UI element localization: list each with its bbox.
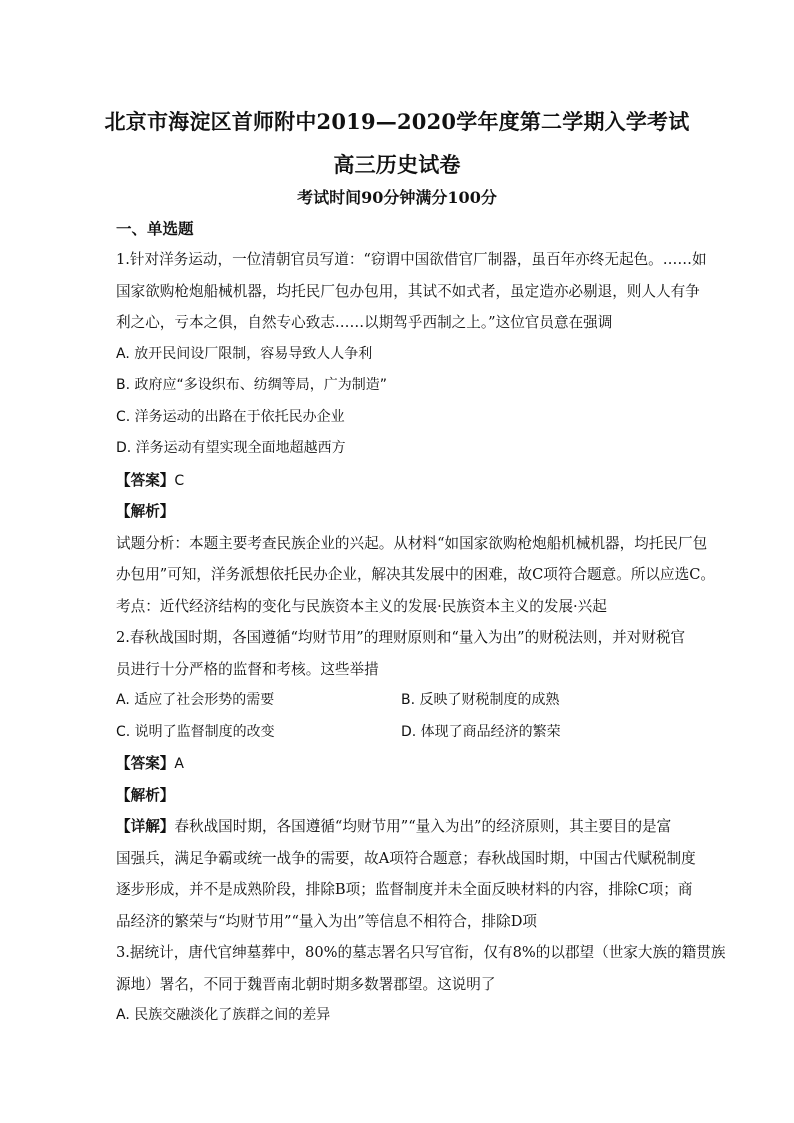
detail-line bbox=[116, 811, 686, 843]
option-b: B. 政府应“多设织布、纺绸等局，广为制造” bbox=[116, 377, 388, 393]
detail-line: 品经济的繁荣与“均财节用”“量入为出”等信息不相符合，排除D项 bbox=[116, 912, 537, 930]
question-stem-line: 2.春秋战国时期，各国遵循“均财节用”的理财原则和“量入为出”的财税法则，并对财税官 bbox=[116, 629, 686, 646]
detail-line: 逐步形成，并不是成熟阶段，排除B项；监督制度并未全面反映材料的内容，排除C项；商 bbox=[116, 881, 693, 898]
question-stem-line: 员进行十分严格的监督和考核。这些举措 bbox=[116, 660, 379, 678]
exam-time-subtitle: 考试时间90分钟满分100分 bbox=[297, 188, 497, 207]
answer-value: C bbox=[174, 472, 185, 489]
question-stem-line: 1.针对洋务运动，一位清朝官员写道：“窃谓中国欲借官厂制器，虽百年亦终无起色。……如 bbox=[116, 251, 707, 268]
question-1 bbox=[116, 244, 715, 622]
detail-tag: 【详解】 bbox=[116, 818, 175, 835]
question-stem-line: 3.据统计，唐代官绅墓葬中，80%的墓志署名只写官衔，仅有8%的以郡望（世家大族的籍贯族 bbox=[116, 944, 726, 961]
options-row bbox=[116, 717, 686, 749]
options-row bbox=[116, 685, 686, 717]
detail-text: 春秋战国时期，各国遵循“均财节用”“量入为出”的经济原则，其主要目的是富 bbox=[174, 818, 672, 835]
option-c: C. 洋务运动的出路在于依托民办企业 bbox=[116, 408, 345, 425]
section-heading: 一、单选题 bbox=[116, 219, 194, 238]
question-stem-line: 源地）署名，不同于魏晋南北朝时期多数署郡望。这说明了 bbox=[116, 975, 496, 993]
analysis-tag: 【解析】 bbox=[116, 786, 175, 804]
answer-tag: 【答案】 bbox=[116, 755, 175, 772]
analysis-line: 考点：近代经济结构的变化与民族资本主义的发展·民族资本主义的发展·兴起 bbox=[116, 597, 607, 615]
document-title-line2: 高三历史试卷 bbox=[333, 152, 461, 177]
answer-value: A bbox=[174, 756, 184, 772]
question-stem-line: 国家欲购枪炮船械机器，均托民厂包办包用，其试不如式者，虽定造亦必剔退，则人人有争 bbox=[116, 282, 700, 300]
option-c: C. 说明了监督制度的改变 bbox=[116, 723, 275, 740]
detail-line: 国强兵，满足争霸或统一战争的需要，故A项符合题意；春秋战国时期，中国古代赋税制度 bbox=[116, 849, 696, 867]
question-stem-line: 利之心，亏本之俱，自然专心致志……以期驾乎西制之上。”这位官员意在强调 bbox=[116, 314, 613, 331]
analysis-tag: 【解析】 bbox=[116, 503, 175, 520]
option-d: D. 洋务运动有望实现全面地超越西方 bbox=[116, 440, 346, 456]
question-2 bbox=[116, 622, 696, 937]
option-a: A. 民族交融淡化了族群之间的差异 bbox=[116, 1007, 331, 1023]
answer-line bbox=[116, 748, 686, 780]
option-d: D. 体现了商品经济的繁荣 bbox=[401, 723, 561, 740]
option-a: A. 适应了社会形势的需要 bbox=[116, 692, 275, 708]
document-title-line1: 北京市海淀区首师附中2019—2020学年度第二学期入学考试 bbox=[104, 109, 690, 134]
answer-tag: 【答案】 bbox=[116, 471, 175, 489]
questions-content bbox=[116, 244, 726, 1032]
answer-line bbox=[116, 465, 686, 497]
question-3 bbox=[116, 937, 726, 1032]
analysis-line: 试题分析：本题主要考查民族企业的兴起。从材料“如国家欲购枪炮船机械机器，均托民厂包 bbox=[116, 534, 708, 552]
option-a: A. 放开民间设厂限制，容易导致人人争利 bbox=[116, 345, 373, 362]
option-b: B. 反映了财税制度的成熟 bbox=[401, 692, 560, 708]
analysis-line: 办包用”可知，洋务派想依托民办企业，解决其发展中的困难，故C项符合题意。所以应选C。 bbox=[116, 566, 715, 583]
